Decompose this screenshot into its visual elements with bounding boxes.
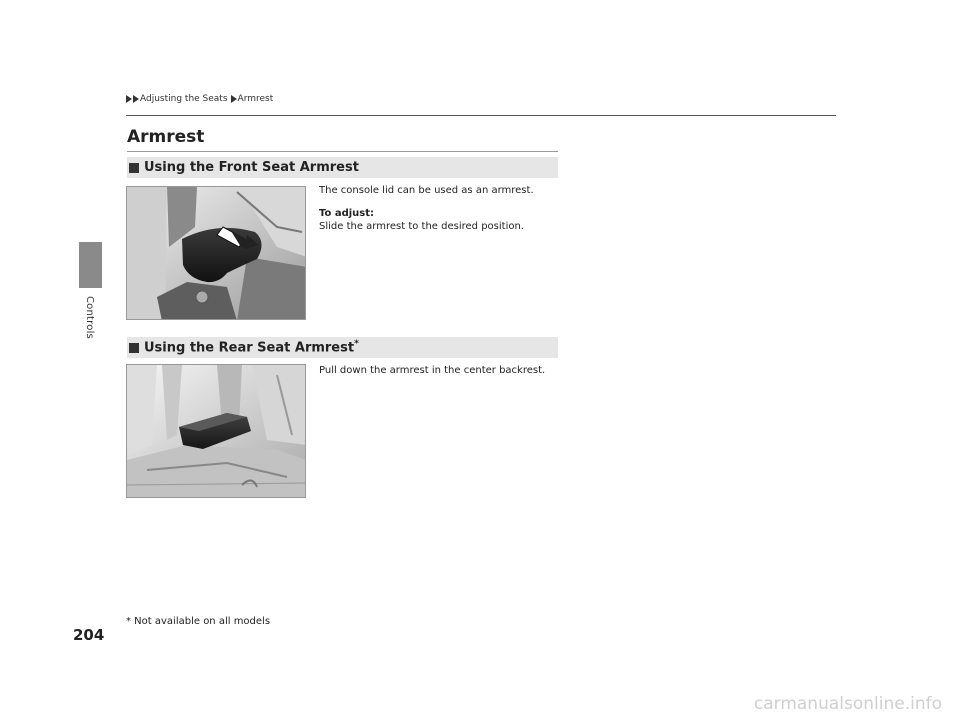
chapter-tab [79,242,102,288]
header-divider [126,115,836,116]
front-armrest-text [319,184,534,233]
adjust-subheading: To adjust: [319,208,375,219]
breadcrumb-arrow-icon [231,95,237,103]
section-heading-front [127,157,558,178]
chapter-label: Controls [84,296,95,339]
section-heading-rear [127,337,558,358]
front-armrest-photo [126,186,306,320]
rear-armrest-photo [126,364,306,498]
adjust-instruction: Slide the armrest to the desired position. [319,221,524,232]
breadcrumb [126,94,273,104]
breadcrumb-arrow-icon [126,95,132,103]
front-armrest-paragraph: The console lid can be used as an armrest. [319,185,534,196]
breadcrumb-arrow-icon [133,95,139,103]
rear-armrest-text [319,364,545,377]
page-number: 204 [73,626,105,644]
section-title: Using the Rear Seat Armrest* [144,339,359,356]
square-bullet-icon [129,343,139,353]
section-title: Using the Front Seat Armrest [144,160,359,175]
square-bullet-icon [129,163,139,173]
breadcrumb-parent[interactable]: Adjusting the Seats [140,94,228,104]
footnote: * Not available on all models [126,616,271,627]
title-divider [127,151,558,152]
footnote-mark[interactable]: * [354,339,359,350]
page-title: Armrest [127,127,205,147]
breadcrumb-current: Armrest [237,94,274,104]
rear-armrest-paragraph: Pull down the armrest in the center backrest. [319,365,546,376]
watermark: carmanualsonline.info [753,694,942,714]
